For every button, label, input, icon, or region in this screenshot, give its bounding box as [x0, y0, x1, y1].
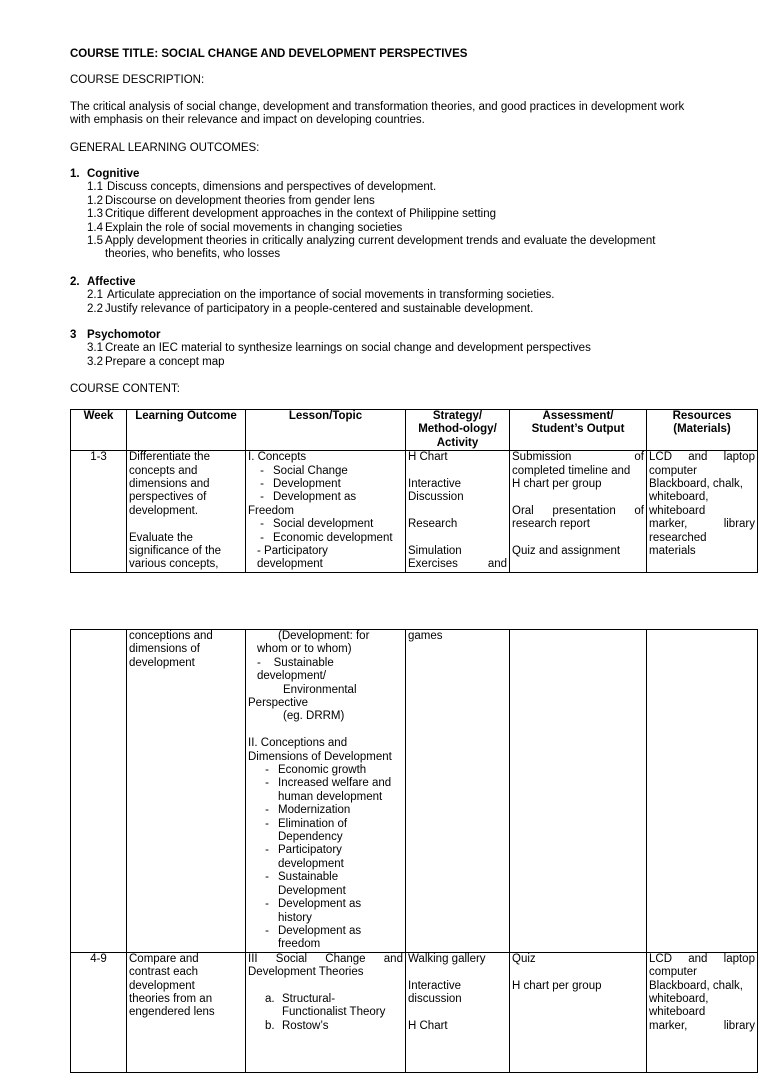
- item-number: 2.2: [87, 302, 103, 315]
- cell-line: Quiz and assignment: [512, 545, 621, 558]
- header-resources: [647, 410, 758, 451]
- cell-line: concepts and: [129, 464, 198, 477]
- cell-word: of: [634, 451, 644, 464]
- cell-line: Evaluate the: [129, 531, 193, 544]
- cell-resources: [647, 630, 758, 953]
- cell-word: marker,: [649, 518, 688, 531]
- cell-line: Development Theories: [248, 966, 364, 979]
- cell-word: Social: [275, 952, 308, 965]
- cell-line: whiteboard,: [649, 491, 709, 504]
- cell-line: Quiz: [512, 952, 536, 965]
- cell-line: computer: [649, 966, 697, 979]
- cell-strategy: [406, 952, 510, 1072]
- header-lesson-topic: Lesson/Topic: [246, 410, 406, 451]
- cell-line: research report: [512, 518, 590, 531]
- cell-learning-outcome: [127, 630, 246, 953]
- header-line: Assessment/: [542, 410, 614, 422]
- cell-line: Simulation: [408, 545, 462, 558]
- cell-word: laptop: [723, 952, 755, 965]
- topic-item: Economic growth: [278, 764, 367, 777]
- topic-item: Development as: [278, 924, 362, 937]
- course-content-table-continued: [70, 629, 758, 1073]
- section-heading: Psychomotor: [87, 329, 161, 341]
- item-number: 1.2: [87, 194, 103, 207]
- cell-line: perspectives of: [129, 491, 207, 504]
- item-number: a.: [265, 992, 275, 1005]
- item-number: 1.4: [87, 221, 103, 234]
- cell-line: whiteboard: [649, 504, 706, 517]
- outcome-item: Create an IEC material to synthesize learnings on social change and development perspectives: [105, 342, 591, 355]
- affective-section: [70, 276, 554, 316]
- cell-line: discussion: [408, 992, 462, 1005]
- cell-line: I. Concepts: [248, 451, 307, 464]
- topic-item: Development: [273, 478, 341, 491]
- cell-line: Perspective: [248, 697, 309, 710]
- section-number: 3: [70, 329, 77, 341]
- cell-line: (Development: for: [278, 630, 370, 642]
- topic-item: Modernization: [278, 804, 351, 817]
- cell-lesson-topic: [246, 952, 406, 1072]
- outcome-item: Apply development theories in critically analyzing current development trends and evaluate the development: [105, 235, 656, 248]
- table-row: [71, 952, 758, 1072]
- cell-line: development.: [129, 504, 199, 517]
- cell-line: dimensions and: [129, 478, 210, 491]
- cell-word: library: [723, 1019, 755, 1032]
- topic-item: Social Change: [273, 464, 348, 477]
- cell-line: development/: [257, 670, 327, 683]
- item-number: 2.1: [87, 289, 103, 302]
- cell-strategy: [406, 451, 510, 573]
- cell-line: H Chart: [408, 451, 448, 464]
- cell-line: whiteboard,: [649, 992, 709, 1005]
- cell-word: and: [383, 952, 403, 965]
- cell-line: Development: [278, 884, 346, 897]
- item-number: 3.2: [87, 355, 103, 368]
- header-line: Method-ology/: [418, 423, 497, 436]
- topic-item: Elimination of: [278, 817, 348, 830]
- cell-line: various concepts,: [129, 558, 219, 571]
- header-learning-outcome: Learning Outcome: [127, 410, 246, 451]
- topic-item: - Participatory: [257, 545, 328, 558]
- cell-line: Freedom: [248, 504, 295, 517]
- cell-line: whom or to whom): [257, 643, 352, 656]
- topic-item: Increased welfare and: [278, 777, 392, 790]
- cell-line: Blackboard, chalk,: [649, 979, 743, 992]
- outcome-item: Discuss concepts, dimensions and perspectives of development.: [107, 181, 437, 194]
- item-number: b.: [265, 1019, 275, 1032]
- item-number: 1.5: [87, 235, 103, 248]
- cell-strategy: [406, 630, 510, 953]
- cell-line: theories from an: [129, 992, 213, 1005]
- topic-item: Economic development: [273, 531, 393, 544]
- cell-word: III: [248, 952, 258, 965]
- item-number: 1.3: [87, 208, 103, 221]
- cell-word: of: [634, 504, 644, 517]
- cell-line: H chart per group: [512, 478, 602, 491]
- topic-item: Social development: [273, 518, 374, 531]
- cell-assessment: [510, 952, 647, 1072]
- cell-line: Dependency: [278, 831, 343, 844]
- topic-item: Development as: [273, 491, 357, 504]
- description-line: The critical analysis of social change, development and transformation theories, and good practices in development work: [70, 101, 685, 113]
- cell-week: [71, 630, 127, 953]
- cell-word: and: [688, 451, 708, 464]
- section-heading: Cognitive: [87, 168, 140, 180]
- cell-line: whiteboard: [649, 1006, 706, 1019]
- course-title: COURSE TITLE: SOCIAL CHANGE AND DEVELOPMENT PERSPECTIVES: [70, 48, 468, 60]
- outcome-item: Explain the role of social movements in changing societies: [105, 221, 403, 234]
- cell-line: Discussion: [408, 491, 464, 504]
- section-heading: Affective: [87, 276, 136, 288]
- outcome-item: Prepare a concept map: [105, 355, 225, 368]
- cognitive-section: [70, 168, 655, 262]
- cell-line: Differentiate the: [129, 451, 210, 464]
- section-number: 1.: [70, 168, 80, 180]
- cell-line: researched: [649, 531, 707, 544]
- cell-line: conceptions and: [129, 630, 213, 642]
- cell-line: Dimensions of Development: [248, 750, 392, 763]
- cell-learning-outcome: [127, 451, 246, 573]
- course-content-table: [70, 409, 758, 573]
- cell-line: Interactive: [408, 478, 462, 491]
- table-row: [71, 630, 758, 953]
- topic-text: Sustainable: [273, 656, 334, 669]
- cell-word: presentation: [552, 504, 616, 517]
- cell-learning-outcome: [127, 952, 246, 1072]
- cell-line: Compare and: [129, 952, 199, 965]
- outcome-item-continuation: theories, who benefits, who losses: [105, 248, 281, 261]
- cell-line: development: [129, 979, 195, 992]
- outcome-item: Critique different development approaches in the context of Philippine setting: [105, 208, 497, 221]
- course-description: [70, 101, 684, 128]
- cell-line: significance of the: [129, 545, 222, 558]
- cell-word: laptop: [723, 451, 755, 464]
- cell-line: history: [278, 911, 312, 924]
- cell-word: and: [688, 952, 708, 965]
- cell-line: (eg. DRRM): [283, 710, 345, 723]
- cell-resources: [647, 952, 758, 1072]
- header-line: Resources: [672, 410, 732, 422]
- cell-word: LCD: [649, 451, 673, 464]
- cell-line: development: [129, 656, 195, 669]
- header-line: Strategy/: [432, 410, 483, 422]
- item-number: 1.1: [87, 181, 103, 194]
- cell-lesson-topic: (Development: for whom or to whom) - Sustainable development/ Environmental Perspective (eg. DRRM) II. Conceptions and Dimensions of Development - Economic growth - Increased welfare and human development - Modernization - Elimination of Dependency - Participatory development - Sustainable Development - Development as history - Development as freedom: [246, 630, 406, 953]
- header-line: Student’s Output: [531, 423, 625, 436]
- cell-assessment: [510, 451, 647, 573]
- cell-line: Environmental: [283, 683, 357, 696]
- header-assessment: [510, 410, 647, 451]
- topic-item: Rostow’s: [282, 1019, 329, 1032]
- cell-line: materials: [649, 545, 696, 558]
- cell-word: LCD: [649, 952, 673, 965]
- learning-outcomes-label: GENERAL LEARNING OUTCOMES:: [70, 142, 260, 154]
- cell-line: engendered lens: [129, 1006, 215, 1019]
- topic-item: Participatory: [278, 844, 342, 857]
- cell-word: Oral: [512, 504, 534, 517]
- cell-line: H Chart: [408, 1019, 448, 1032]
- cell-word: and: [487, 558, 507, 571]
- outcome-item: Justify relevance of participatory in a people-centered and sustainable development.: [105, 302, 534, 315]
- item-number: 3.1: [87, 342, 103, 355]
- cell-line: Functionalist Theory: [282, 1006, 386, 1019]
- course-content-label: COURSE CONTENT:: [70, 383, 180, 395]
- cell-line: Blackboard, chalk,: [649, 478, 743, 491]
- cell-line: games: [408, 630, 443, 642]
- topic-item: Sustainable: [278, 871, 339, 884]
- cell-line: contrast each: [129, 966, 199, 979]
- description-line: with emphasis on their relevance and impact on developing countries.: [70, 114, 425, 127]
- topic-item: - Sustainable: [257, 656, 334, 669]
- cell-word: marker,: [649, 1019, 688, 1032]
- cell-word: Change: [325, 952, 366, 965]
- table-row: [71, 451, 758, 573]
- cell-line: computer: [649, 464, 697, 477]
- header-strategy: [406, 410, 510, 451]
- description-label: COURSE DESCRIPTION:: [70, 74, 205, 86]
- cell-line: II. Conceptions and: [248, 737, 348, 750]
- cell-word: Exercises: [408, 558, 458, 571]
- header-week: Week: [71, 410, 127, 451]
- cell-line: H chart per group: [512, 979, 602, 992]
- cell-line: development: [278, 857, 344, 870]
- section-number: 2.: [70, 276, 80, 288]
- cell-line: human development: [278, 790, 383, 803]
- cell-line: Interactive: [408, 979, 462, 992]
- header-line: (Materials): [673, 423, 731, 436]
- cell-week: 4-9: [71, 952, 127, 1072]
- cell-word: library: [723, 518, 755, 531]
- cell-word: Submission: [512, 451, 572, 464]
- psychomotor-section: [70, 329, 591, 369]
- cell-assessment: [510, 630, 647, 953]
- cell-line: completed timeline and: [512, 464, 631, 477]
- cell-line: freedom: [278, 938, 321, 951]
- cell-line: dimensions of: [129, 643, 200, 656]
- cell-line: Research: [408, 518, 458, 531]
- cell-lesson-topic: I. Concepts - Social Change - Development - Development as Freedom - Social development - Economic development - Participatory development: [246, 451, 406, 573]
- cell-week: 1-3: [71, 451, 127, 573]
- outcome-item: Discourse on development theories from gender lens: [105, 194, 375, 207]
- cell-line: development: [257, 558, 323, 571]
- header-line: Activity: [436, 436, 479, 449]
- table-header-row: [71, 410, 758, 451]
- outcome-item: Articulate appreciation on the importance of social movements in transforming societies.: [107, 289, 555, 302]
- topic-item: Development as: [278, 898, 362, 911]
- cell-resources: [647, 451, 758, 573]
- topic-item: Structural-: [282, 992, 336, 1005]
- cell-line: Walking gallery: [408, 952, 486, 965]
